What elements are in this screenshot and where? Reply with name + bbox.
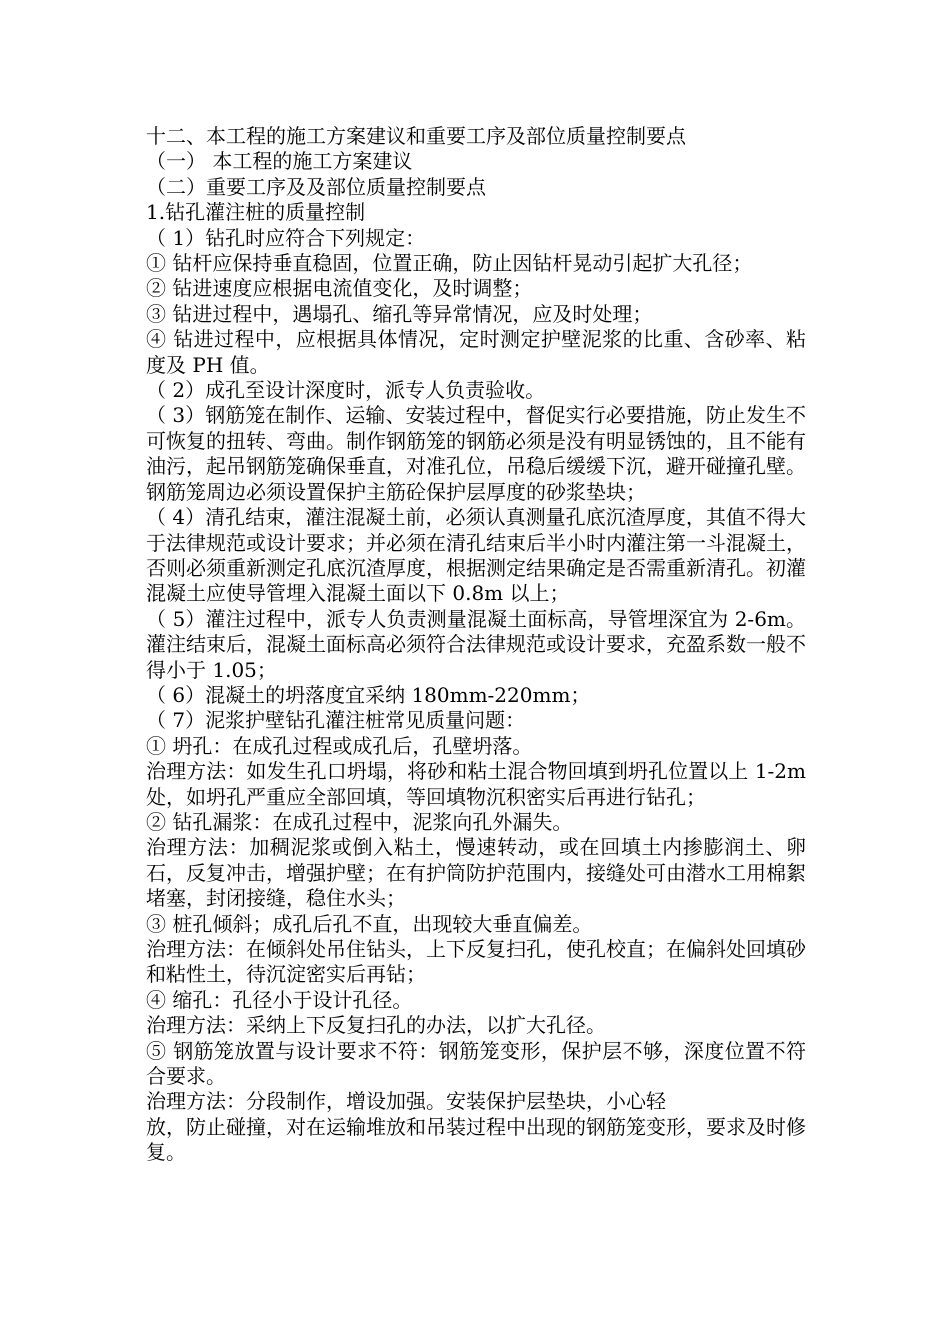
paragraph: （ 4）清孔结束，灌注混凝土前，必须认真测量孔底沉渣厚度，其值不得大于法律规范或设计要求；并必须在清孔结束后半小时内灌注第一斗混凝土，否则必须重新测定孔底沉渣厚度，根据测定结果确定是否需重新清孔。初灌混凝土应使导管埋入混凝土面以下 0.8m 以上； [146, 505, 806, 606]
paragraph: ③ 钻进过程中，遇塌孔、缩孔等异常情况，应及时处理； [146, 301, 653, 326]
paragraph: ④ 缩孔：孔径小于设计孔径。 [146, 987, 413, 1012]
paragraph: 治理方法：加稠泥浆或倒入粘土，慢速转动，或在回填土内掺膨润土、卵石，反复冲击，增强护壁；在有护筒防护范围内，接缝处可由潜水工用棉絮堵塞，封闭接缝，稳住水头； [146, 835, 806, 911]
paragraph: 治理方法：采纳上下反复扫孔的办法，以扩大孔径。 [146, 1013, 606, 1038]
paragraph: ⑤ 钢筋笼放置与设计要求不符：钢筋笼变形，保护层不够，深度位置不符合要求。 [146, 1038, 806, 1089]
paragraph: （ 7）泥浆护壁钻孔灌注桩常见质量问题： [146, 708, 526, 733]
paragraph: ① 坍孔：在成孔过程或成孔后，孔壁坍落。 [146, 733, 533, 758]
paragraph: ③ 桩孔倾斜；成孔后孔不直，出现较大垂直偏差。 [146, 911, 593, 936]
paragraph: （ 1）钻孔时应符合下列规定： [146, 225, 426, 250]
paragraph: ② 钻孔漏浆：在成孔过程中，泥浆向孔外漏失。 [146, 809, 573, 834]
document-body [146, 124, 806, 1166]
item-heading: 1.钻孔灌注桩的质量控制 [146, 200, 366, 225]
paragraph: （ 6）混凝土的坍落度宜采纳 180mm-220mm； [146, 682, 591, 707]
paragraph: （ 5）灌注过程中，派专人负责测量混凝土面标高，导管埋深宜为 2-6m。灌注结束后，混凝土面标高必须符合法律规范或设计要求，充盈系数一般不得小于 1.05； [146, 606, 806, 682]
paragraph: ① 钻杆应保持垂直稳固，位置正确，防止因钻杆晃动引起扩大孔径； [146, 251, 753, 276]
paragraph: （ 3）钢筋笼在制作、运输、安装过程中，督促实行必要措施，防止发生不可恢复的扭转、弯曲。制作钢筋笼的钢筋必须是没有明显锈蚀的，且不能有油污，起吊钢筋笼确保垂直，对准孔位，吊稳后缓缓下沉，避开碰撞孔壁。钢筋笼周边必须设置保护主筋砼保护层厚度的砂浆垫块； [146, 403, 806, 504]
section-heading: 十二、本工程的施工方案建议和重要工序及部位质量控制要点 [146, 124, 686, 148]
paragraph: ② 钻进速度应根据电流值变化，及时调整； [146, 276, 533, 301]
paragraph: 治理方法：在倾斜处吊住钻头，上下反复扫孔，使孔校直；在偏斜处回填砂和粘性土，待沉淀密实后再钻； [146, 937, 806, 987]
paragraph: 放，防止碰撞，对在运输堆放和吊装过程中出现的钢筋笼变形，要求及时修复。 [146, 1114, 806, 1165]
paragraph: 治理方法：如发生孔口坍塌，将砂和粘土混合物回填到坍孔位置以上 1-2m 处，如坍孔严重应全部回填，等回填物沉积密实后再进行钻孔； [146, 759, 806, 809]
subsection-heading: （二）重要工序及及部位质量控制要点 [146, 174, 486, 199]
paragraph: ④ 钻进过程中，应根据具体情况，定时测定护壁泥浆的比重、含砂率、粘度及 PH 值。 [146, 327, 806, 377]
paragraph: 治理方法：分段制作，增设加强。安装保护层垫块，小心轻 [146, 1089, 666, 1114]
subsection-heading: （一） 本工程的施工方案建议 [146, 149, 413, 174]
paragraph: （ 2）成孔至设计深度时，派专人负责验收。 [146, 378, 546, 403]
